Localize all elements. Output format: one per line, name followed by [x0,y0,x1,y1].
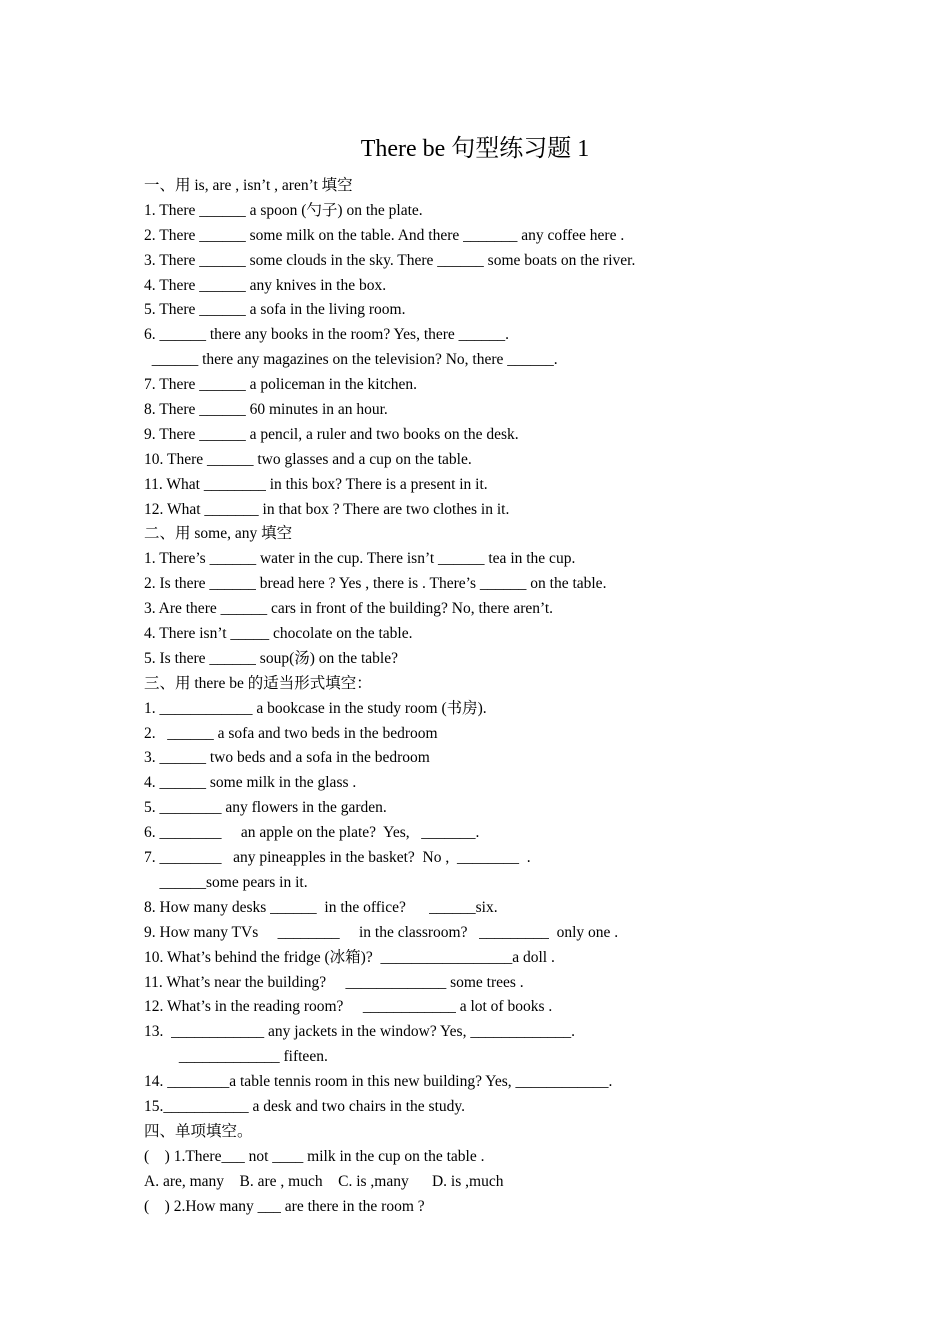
exercise-line: 二、用 some, any 填空 [144,525,293,543]
exercise-line: 1. There’s ______ water in the cup. There isn’t ______ tea in the cup. [144,550,576,568]
exercise-line: 1. ____________ a bookcase in the study room (书房). [144,699,487,717]
exercise-line: 8. How many desks ______ in the office? ______six. [144,898,498,916]
exercise-line: 5. ________ any flowers in the garden. [144,799,387,817]
exercise-line: 7. ________ any pineapples in the basket? No , ________ . [144,849,531,867]
exercise-line: 四、单项填空。 [144,1122,253,1140]
exercise-line: 三、用 there be 的适当形式填空： [144,674,372,692]
page-title: There be 句型练习题 1 [360,136,590,162]
exercise-line: 4. ______ some milk in the glass . [144,774,357,792]
exercise-line: 9. How many TVs ________ in the classroom? _________ only one . [144,923,619,941]
exercise-line: ______ there any magazines on the television? No, there ______. [144,351,558,369]
exercise-line: 10. What’s behind the fridge (冰箱)? _________________a doll . [144,948,555,966]
exercise-line: 11. What’s near the building? _____________ some trees . [144,973,524,991]
exercise-line: ( ) 1.There___ not ____ milk in the cup on the table . [144,1147,485,1165]
exercise-line: 6. ________ an apple on the plate? Yes, _______. [144,824,480,842]
exercise-line: A. are, many B. are , much C. is ,many D. is ,much [144,1172,504,1190]
exercise-line: 2. Is there ______ bread here ? Yes , there is . There’s ______ on the table. [144,575,607,593]
exercise-line: 11. What ________ in this box? There is a present in it. [144,475,488,493]
exercise-line: ______some pears in it. [144,873,308,891]
exercise-line: 一、用 is, are , isn’t , aren’t 填空 [144,177,353,194]
exercise-line: 2. There ______ some milk on the table. And there _______ any coffee here . [144,226,625,244]
exercise-content [144,174,844,1219]
exercise-line: 1. There ______ a spoon (勺子) on the plate. [144,201,423,219]
exercise-line: 2. ______ a sofa and two beds in the bedroom [144,724,438,742]
exercise-line: 4. There isn’t _____ chocolate on the table. [144,625,413,643]
exercise-line: 9. There ______ a pencil, a ruler and two books on the desk. [144,425,519,443]
exercise-line: ( ) 2.How many ___ are there in the room ? [144,1197,425,1215]
exercise-line: 3. Are there ______ cars in front of the building? No, there aren’t. [144,600,554,618]
exercise-line: 4. There ______ any knives in the box. [144,276,387,294]
exercise-line: 10. There ______ two glasses and a cup on the table. [144,450,472,468]
exercise-line: 15.___________ a desk and two chairs in the study. [144,1097,466,1115]
exercise-line: 3. ______ two beds and a sofa in the bedroom [144,749,430,767]
exercise-line: 12. What’s in the reading room? ____________ a lot of books . [144,998,553,1016]
exercise-line: 8. There ______ 60 minutes in an hour. [144,401,388,419]
exercise-line: 14. ________a table tennis room in this new building? Yes, ____________. [144,1073,613,1091]
exercise-line: 5. There ______ a sofa in the living room. [144,301,406,319]
exercise-line: 13. ____________ any jackets in the window? Yes, _____________. [144,1023,575,1041]
exercise-line: 6. ______ there any books in the room? Yes, there ______. [144,326,510,344]
exercise-line: _____________ fifteen. [144,1048,328,1066]
exercise-line: 12. What _______ in that box ? There are two clothes in it. [144,500,510,518]
exercise-line: 5. Is there ______ soup(汤) on the table? [144,649,398,667]
exercise-line: 7. There ______ a policeman in the kitchen. [144,376,418,394]
exercise-line: 3. There ______ some clouds in the sky. There ______ some boats on the river. [144,251,636,269]
